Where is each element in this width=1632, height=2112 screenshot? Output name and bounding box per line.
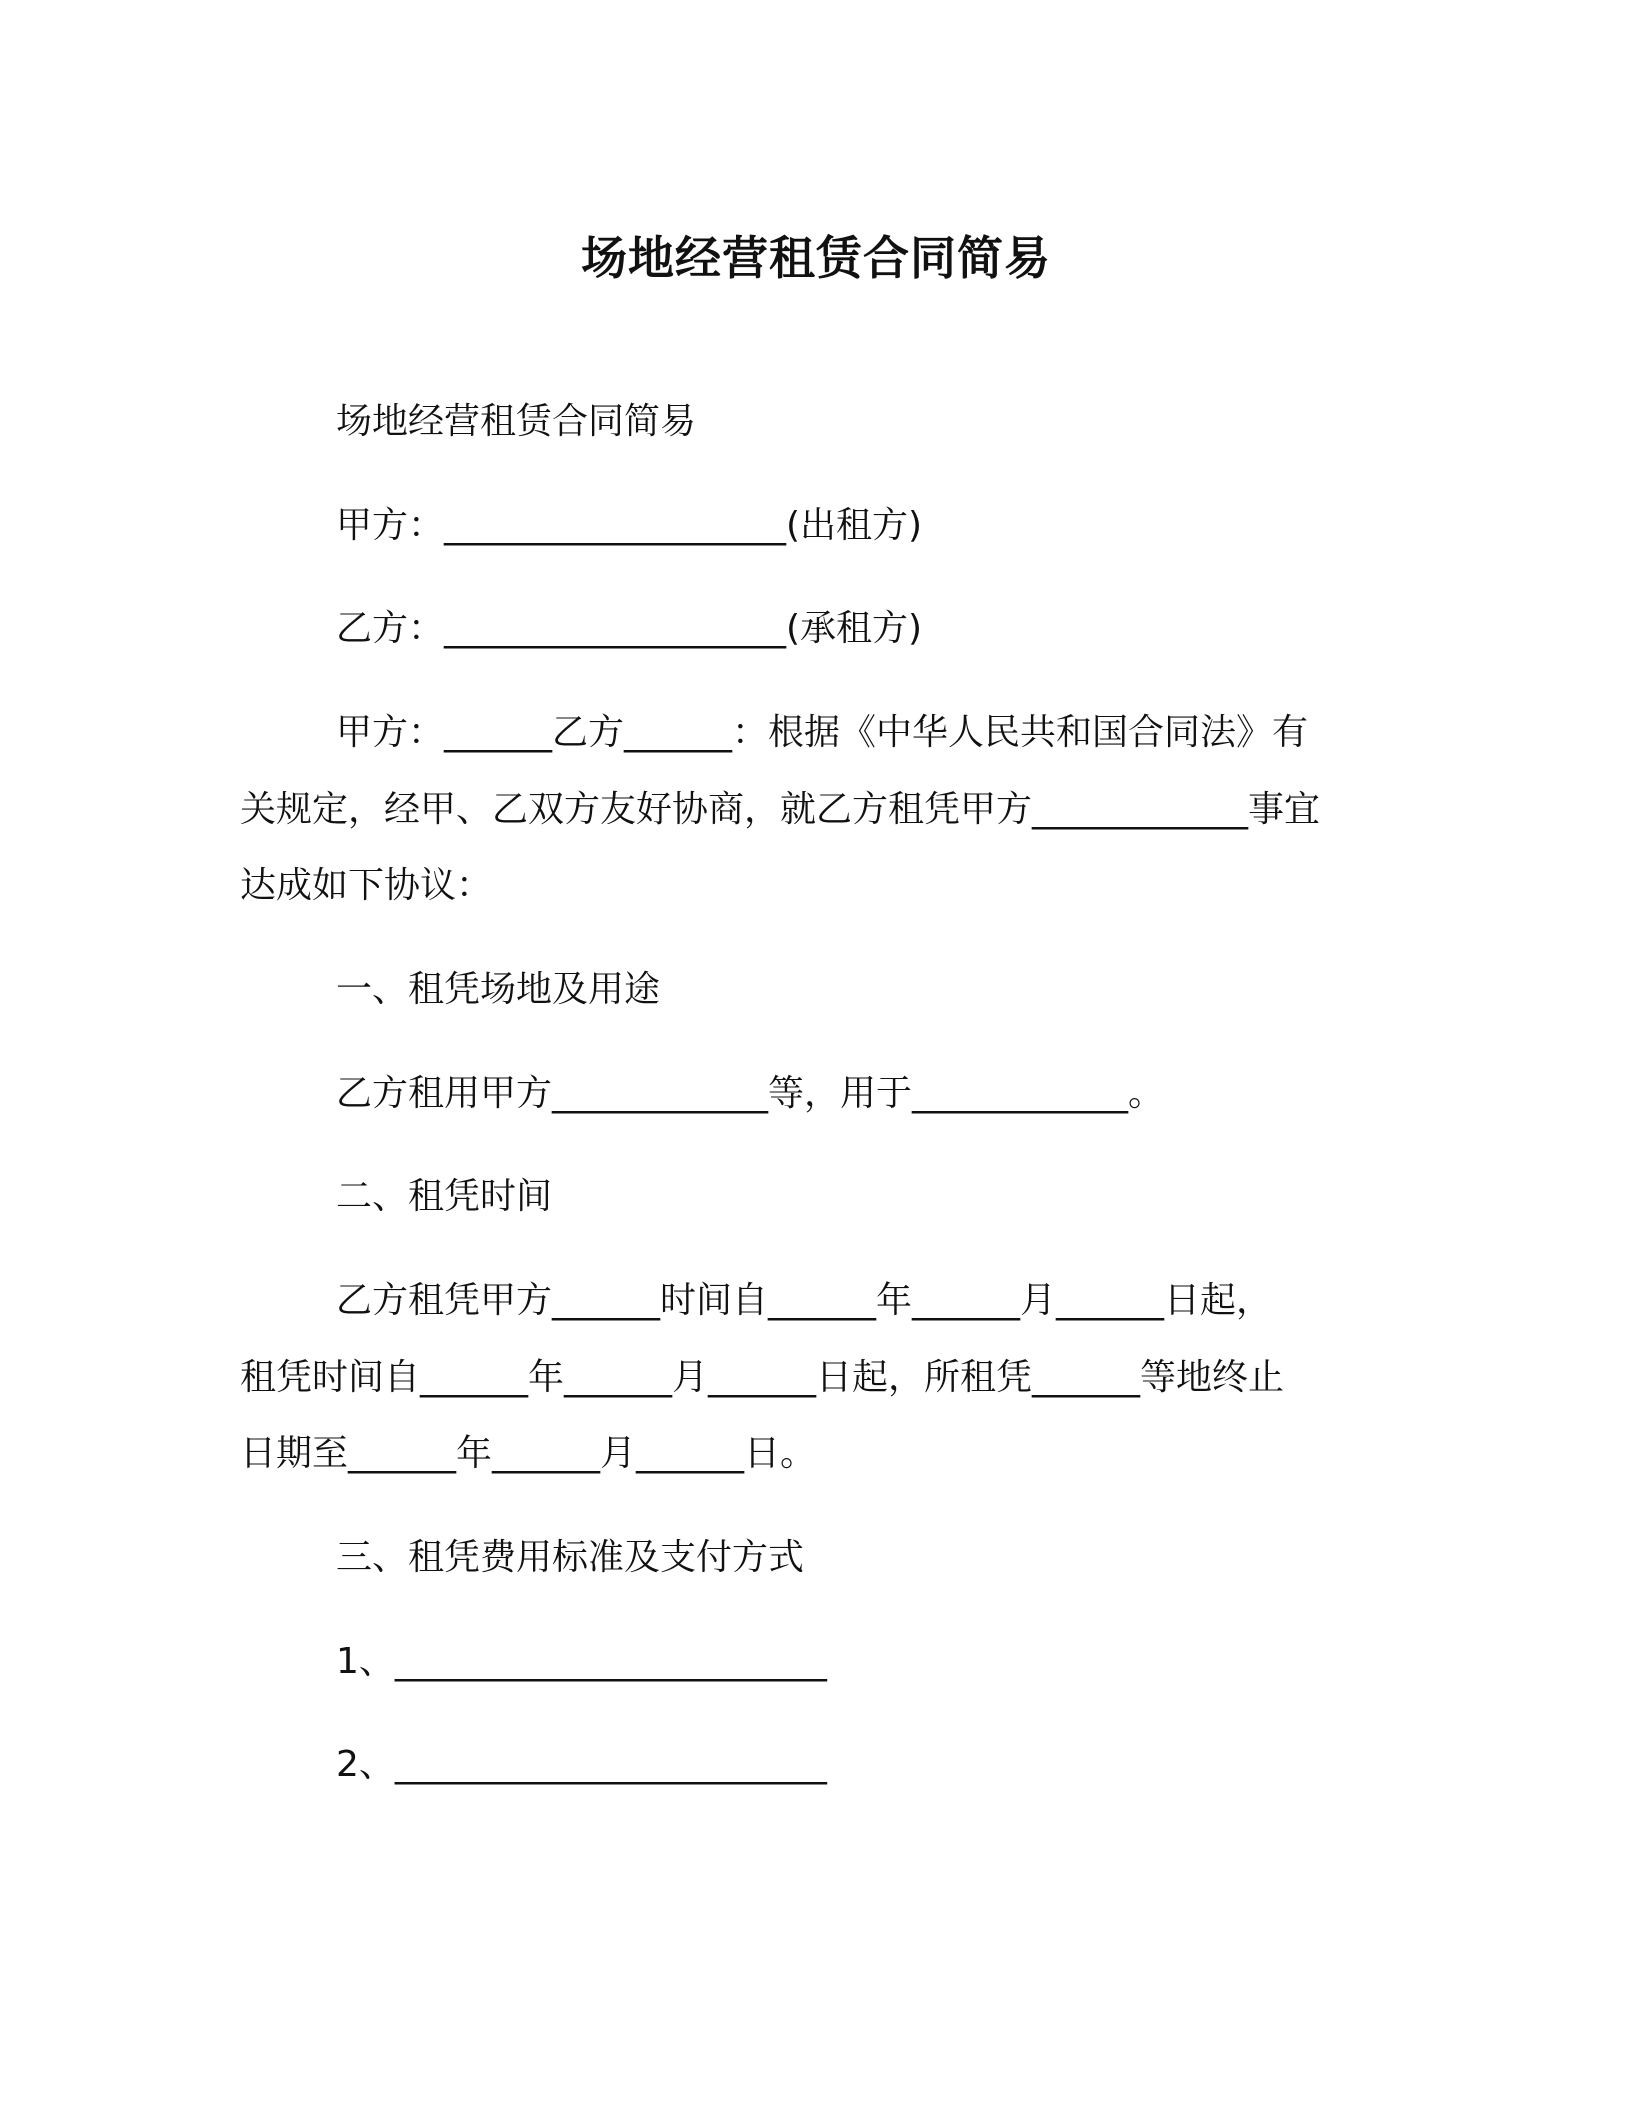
document-title: 场地经营租赁合同简易 <box>581 231 1051 285</box>
section-2-line-3: 日期至______年______月______日。 <box>240 1433 817 1474</box>
intro-paragraph-line-3: 达成如下协议： <box>240 865 493 906</box>
party-a-line: 甲方：___________________(出租方) <box>336 505 923 546</box>
section-heading-1: 一、租凭场地及用途 <box>336 969 661 1010</box>
payment-item-1: 1、________________________ <box>336 1641 827 1682</box>
payment-item-2: 2、________________________ <box>336 1744 827 1785</box>
intro-paragraph-line-1: 甲方：______乙方______：根据《中华人民共和国合同法》有 <box>336 712 1309 753</box>
section-heading-3: 三、租凭费用标准及支付方式 <box>336 1537 805 1578</box>
section-2-line-1: 乙方租凭甲方______时间自______年______月______日起， <box>336 1280 1273 1321</box>
subtitle-line: 场地经营租赁合同简易 <box>336 401 697 442</box>
section-2-line-2: 租凭时间自______年______月______日起，所租凭______等地终止 <box>240 1357 1285 1398</box>
party-b-line: 乙方：___________________(承租方) <box>336 608 923 649</box>
section-heading-2: 二、租凭时间 <box>336 1176 553 1217</box>
section-1-content: 乙方租用甲方____________等，用于____________。 <box>336 1073 1165 1114</box>
intro-paragraph-line-2: 关规定，经甲、乙双方友好协商，就乙方租凭甲方____________事宜 <box>240 789 1321 830</box>
